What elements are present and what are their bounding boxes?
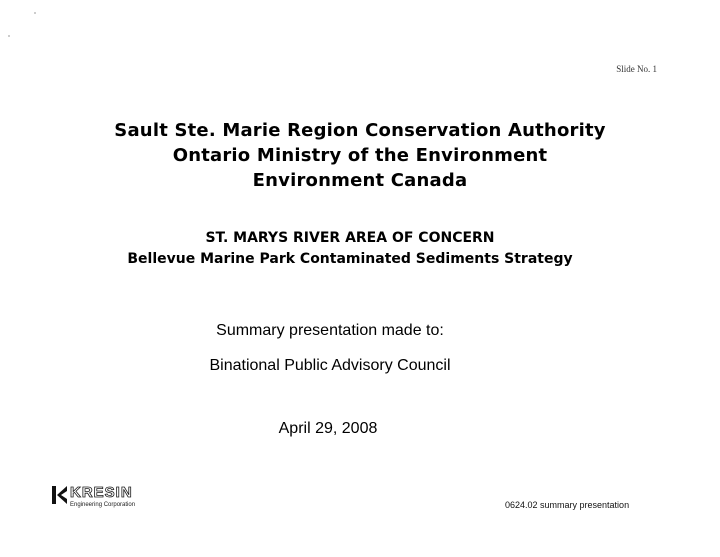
strategy-title: Bellevue Marine Park Contaminated Sediments Strategy	[127, 251, 573, 267]
organization-name: Environment Canada	[252, 170, 468, 191]
organization-name: Ontario Ministry of the Environment	[172, 145, 548, 166]
organization-list	[0, 118, 720, 193]
kresin-logo-icon	[52, 486, 68, 504]
organization-name: Sault Ste. Marie Region Conservation Authority	[114, 120, 606, 141]
scan-speck	[34, 12, 36, 14]
area-of-concern-title: ST. MARYS RIVER AREA OF CONCERN	[205, 230, 495, 246]
logo-subtitle: Engineering Corporation	[70, 502, 136, 508]
presentation-audience: Binational Public Advisory Council	[209, 357, 451, 374]
company-logo	[52, 486, 162, 516]
project-heading	[0, 228, 700, 270]
slide-number: Slide No. 1	[616, 64, 657, 74]
scan-speck	[8, 35, 10, 37]
presentation-date: April 29, 2008	[278, 420, 378, 437]
logo-wordmark: KRESIN	[70, 484, 133, 501]
presentation-summary	[0, 322, 660, 375]
document-reference: 0624.02 summary presentation	[505, 500, 630, 510]
presentation-intro: Summary presentation made to:	[216, 322, 444, 339]
